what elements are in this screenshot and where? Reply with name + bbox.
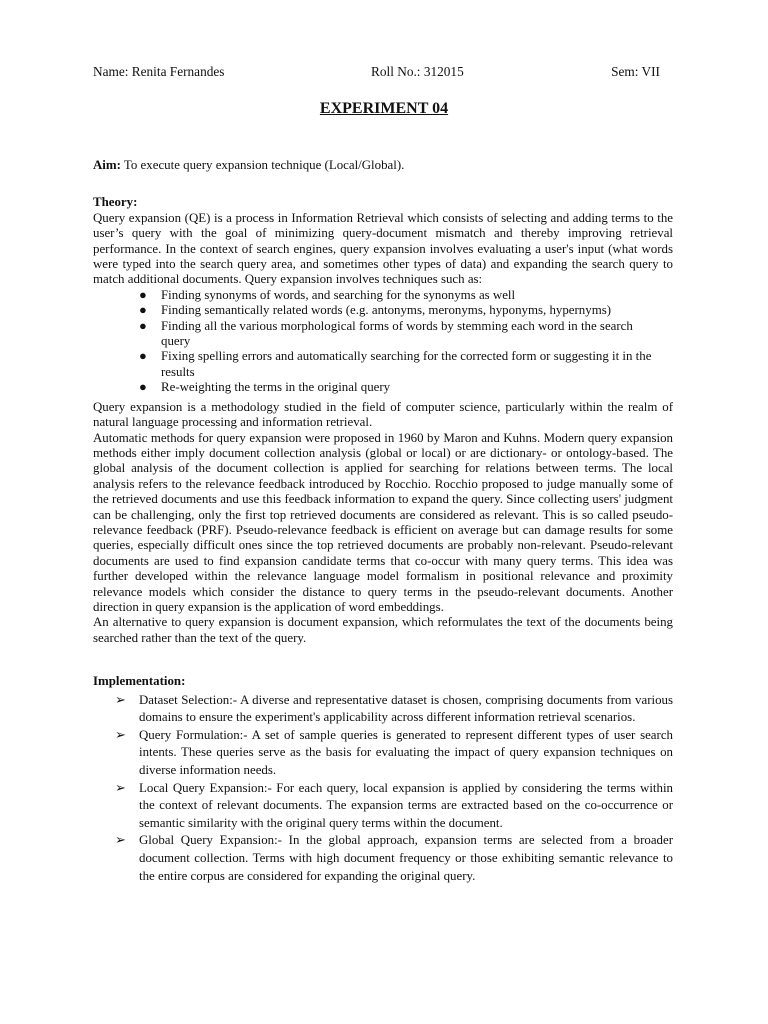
- student-header: [93, 64, 660, 84]
- implementation-heading: Implementation:: [93, 674, 186, 689]
- list-item-text: Fixing spelling errors and automatically searching for the corrected form or suggesting it in the results: [161, 349, 652, 379]
- bullet-icon: ●: [139, 287, 147, 302]
- list-item-text: Query Formulation:- A set of sample queries is generated to represent different types of user search intents. These queries serve as the basis for evaluating the impact of query expansion techniques on diverse information needs.: [139, 727, 673, 777]
- list-item: [93, 349, 673, 380]
- bullet-icon: ●: [139, 380, 147, 395]
- list-item: [93, 727, 673, 780]
- list-item-text: Finding semantically related words (e.g. antonyms, meronyms, hyponyms, hypernyms): [161, 303, 612, 318]
- list-item-text: Dataset Selection:- A diverse and representative dataset is chosen, comprising documents from various domains to ensure the experiment's applicability across different information retrieval scenarios.: [139, 692, 673, 725]
- document-body: [93, 158, 673, 885]
- bullet-icon: ●: [139, 349, 147, 364]
- list-item: [93, 319, 673, 350]
- semester: Sem: VII: [611, 64, 660, 79]
- experiment-title: EXPERIMENT 04: [319, 100, 449, 117]
- aim-text: To execute query expansion technique (Local/Global).: [120, 158, 405, 172]
- list-item-text: Finding all the various morphological forms of words by stemming each word in the search query: [161, 318, 633, 349]
- list-item: [93, 288, 673, 303]
- bullet-icon: ●: [139, 318, 147, 333]
- aim-section: [93, 158, 673, 173]
- theory-paragraph: Automatic methods for query expansion were proposed in 1960 by Maron and Kuhns. Modern query expansion methods either imply document collection analysis (global or local) or are dictionary- or ontology-based. The global analysis of the document collection is applied for searching for relations between terms. The local analysis refers to the relevance feedback introduced by Rocchio. Rocchio proposed to judge manually some of the retrieved documents and use this feedback information to expand the query. Since collecting users' judgment can be challenging, only the first top retrieved documents are considered as relevant. This is so called pseudo-relevance feedback (PRF). Pseudo-relevance feedback is efficient on average but can damage results for some queries, especially difficult ones since the top retrieved documents are probably non-relevant. Pseudo-relevant documents are used to find expansion candidate terms that co-occur with many query terms. This idea was further developed within the relevance language model formalism in positional relevance and proximity relevance models which consider the distance to query terms in the pseudo-relevant documents. Another direction in query expansion is the application of word embeddings.: [93, 430, 673, 614]
- list-item-text: Finding synonyms of words, and searching for the synonyms as well: [161, 287, 516, 302]
- list-item: [93, 780, 673, 833]
- roll-number: Roll No.: 312015: [371, 64, 464, 79]
- arrow-bullet-icon: ➢: [115, 727, 126, 742]
- list-item-text: Global Query Expansion:- In the global approach, expansion terms are selected from a broader document collection. Terms with high document frequency or those exhibiting semantic relevance to the entire corpus are considered for expanding the original query.: [139, 833, 673, 883]
- list-item: [93, 303, 673, 318]
- arrow-bullet-icon: ➢: [115, 833, 126, 848]
- list-item: [93, 692, 673, 727]
- theory-intro: Query expansion (QE) is a process in Information Retrieval which consists of selecting and adding terms to the user’s query with the goal of minimizing query-document mismatch and thereby improving retrieval performance. In the context of search engines, query expansion involves evaluating a user's input (what words were typed into the search query area, and sometimes other types of data) and expanding the search query to match additional documents. Query expansion involves techniques such as:: [93, 210, 673, 287]
- theory-heading: Theory:: [93, 195, 138, 210]
- list-item: [93, 832, 673, 885]
- technique-list: [93, 288, 673, 396]
- list-item-text: Local Query Expansion:- For each query, local expansion is applied by considering the terms within the context of relevant documents. The expansion terms are extracted based on the co-occurrence or semantic similarity with the original query terms within the document.: [139, 780, 673, 830]
- bullet-icon: ●: [139, 303, 147, 318]
- aim-label: Aim:: [93, 158, 121, 172]
- list-item-text: Re-weighting the terms in the original query: [161, 380, 391, 395]
- student-name: Name: Renita Fernandes: [93, 64, 225, 79]
- list-item: [93, 380, 673, 395]
- arrow-bullet-icon: ➢: [115, 692, 126, 707]
- theory-paragraph: Query expansion is a methodology studied in the field of computer science, particularly within the realm of natural language processing and information retrieval.: [93, 399, 673, 430]
- theory-paragraph: An alternative to query expansion is document expansion, which reformulates the text of the documents being searched rather than the text of the query.: [93, 615, 673, 645]
- implementation-list: [93, 692, 673, 886]
- arrow-bullet-icon: ➢: [115, 780, 126, 795]
